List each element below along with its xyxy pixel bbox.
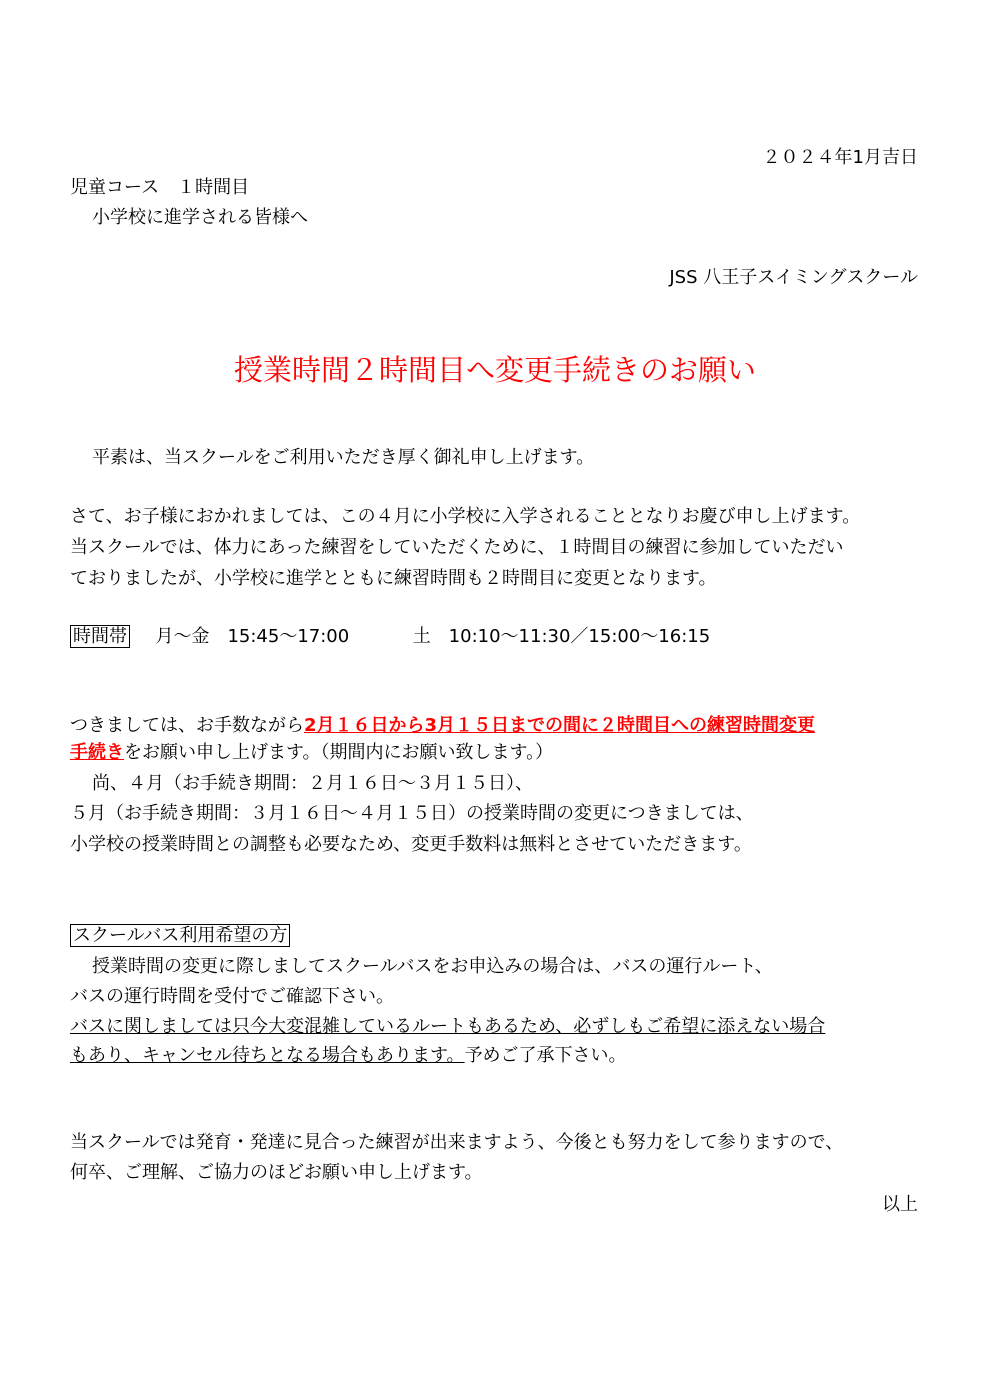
schedule-weekday: 月～金 15:45～17:00	[155, 626, 350, 647]
bus-label: スクールバス利用希望の方	[70, 924, 290, 947]
bus-line-3: バスに関しましては只今大変混雑しているルートもあるため、必ずしもご希望に添えない場合	[70, 1016, 826, 1037]
sender: JSS 八王子スイミングスクール	[669, 267, 918, 288]
intro-line-3: ておりましたが、小学校に進学とともに練習時間も２時間目に変更となります。	[70, 568, 717, 589]
procedure-line-2	[70, 741, 553, 764]
procedure-line-3: 尚、４月（お手続き期間：２月１６日～３月１５日）、	[92, 773, 533, 794]
bus-line-1: 授業時間の変更に際しましてスクールバスをお申込みの場合は、バスの運行ルート、	[92, 956, 773, 977]
intro-line-2: 当スクールでは、体力にあった練習をしていただくために、１時間目の練習に参加していただい	[70, 537, 844, 558]
procedure-prefix: つきましては、お手数ながら	[70, 715, 304, 736]
procedure-highlight: 2月１６日から3月１５日までの間に２時間目への練習時間変更	[304, 715, 816, 736]
document-title: 授業時間２時間目へ変更手続きのお願い	[233, 353, 756, 387]
procedure-suffix: をお願い申し上げます。（期間内にお願い致します。）	[124, 742, 554, 763]
bus-notice-tail: 予めご了承下さい。	[464, 1045, 627, 1066]
document-date: ２０２４年1月吉日	[762, 147, 918, 168]
procedure-highlight-2: 手続き	[70, 742, 124, 763]
procedure-line-5: 小学校の授業時間との調整も必要なため、変更手数料は無料とさせていただきます。	[70, 834, 752, 855]
procedure-line-4: ５月（お手続き期間：３月１６日～４月１５日）の授業時間の変更につきましては、	[70, 803, 754, 824]
recipient: 小学校に進学される皆様へ	[92, 207, 308, 228]
greeting: 平素は、当スクールをご利用いただき厚く御礼申し上げます。	[92, 447, 595, 468]
schedule-label: 時間帯	[70, 625, 130, 648]
schedule-saturday: 土 10:10～11:30／15:00～16:15	[412, 626, 711, 647]
procedure-line-1	[70, 714, 815, 737]
closing-end: 以上	[882, 1194, 918, 1215]
bus-line-4	[70, 1044, 627, 1067]
closing-line-2: 何卒、ご理解、ご協力のほどお願い申し上げます。	[70, 1162, 483, 1183]
intro-line-1: さて、お子様におかれましては、この４月に小学校に入学されることとなりお慶び申し上げます。	[70, 506, 861, 527]
closing-line-1: 当スクールでは発育・発達に見合った練習が出来ますよう、今後とも努力をして参りますので、	[70, 1132, 844, 1153]
bus-heading	[70, 924, 290, 947]
bus-line-2: バスの運行時間を受付でご確認下さい。	[70, 986, 394, 1007]
course-name: 児童コース １時間目	[70, 177, 250, 198]
schedule-row	[70, 625, 710, 648]
bus-notice-underlined: もあり、キャンセル待ちとなる場合もあります。	[70, 1045, 465, 1066]
